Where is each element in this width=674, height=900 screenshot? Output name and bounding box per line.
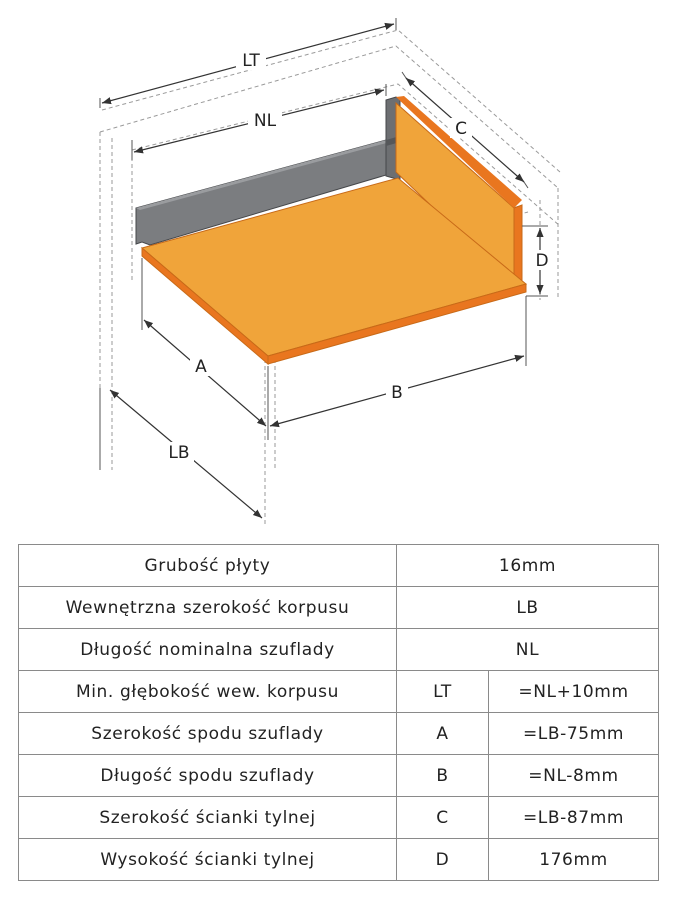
dim-label-nl: NL [253, 111, 277, 131]
dim-label-lb: LB [168, 443, 190, 463]
row-symbol: D [397, 839, 489, 881]
row-symbol: LT [397, 671, 489, 713]
row-label: Wysokość ścianki tylnej [19, 839, 397, 881]
row-value: =NL+10mm [489, 671, 659, 713]
row-value: =NL-8mm [489, 755, 659, 797]
table-row [19, 713, 659, 755]
table-row [19, 839, 659, 881]
dim-label-b: B [391, 383, 403, 403]
row-value: 16mm [397, 545, 659, 587]
table-row [19, 671, 659, 713]
dimensions-table [18, 544, 659, 881]
row-label: Długość spodu szuflady [19, 755, 397, 797]
row-value: =LB-75mm [489, 713, 659, 755]
row-value: =LB-87mm [489, 797, 659, 839]
table-row [19, 587, 659, 629]
table-row [19, 755, 659, 797]
row-label: Szerokość ścianki tylnej [19, 797, 397, 839]
row-label: Szerokość spodu szuflady [19, 713, 397, 755]
row-symbol: B [397, 755, 489, 797]
row-symbol: A [397, 713, 489, 755]
dim-label-d: D [535, 251, 549, 271]
table-row [19, 545, 659, 587]
dim-label-a: A [195, 357, 207, 377]
row-value: LB [397, 587, 659, 629]
row-label: Grubość płyty [19, 545, 397, 587]
row-label: Długość nominalna szuflady [19, 629, 397, 671]
dim-label-lt: LT [242, 51, 260, 71]
row-symbol: C [397, 797, 489, 839]
table-row [19, 797, 659, 839]
table-row [19, 629, 659, 671]
row-value: NL [397, 629, 659, 671]
row-label: Min. głębokość wew. korpusu [19, 671, 397, 713]
dim-label-c: C [455, 119, 467, 139]
row-value: 176mm [489, 839, 659, 881]
row-label: Wewnętrzna szerokość korpusu [19, 587, 397, 629]
